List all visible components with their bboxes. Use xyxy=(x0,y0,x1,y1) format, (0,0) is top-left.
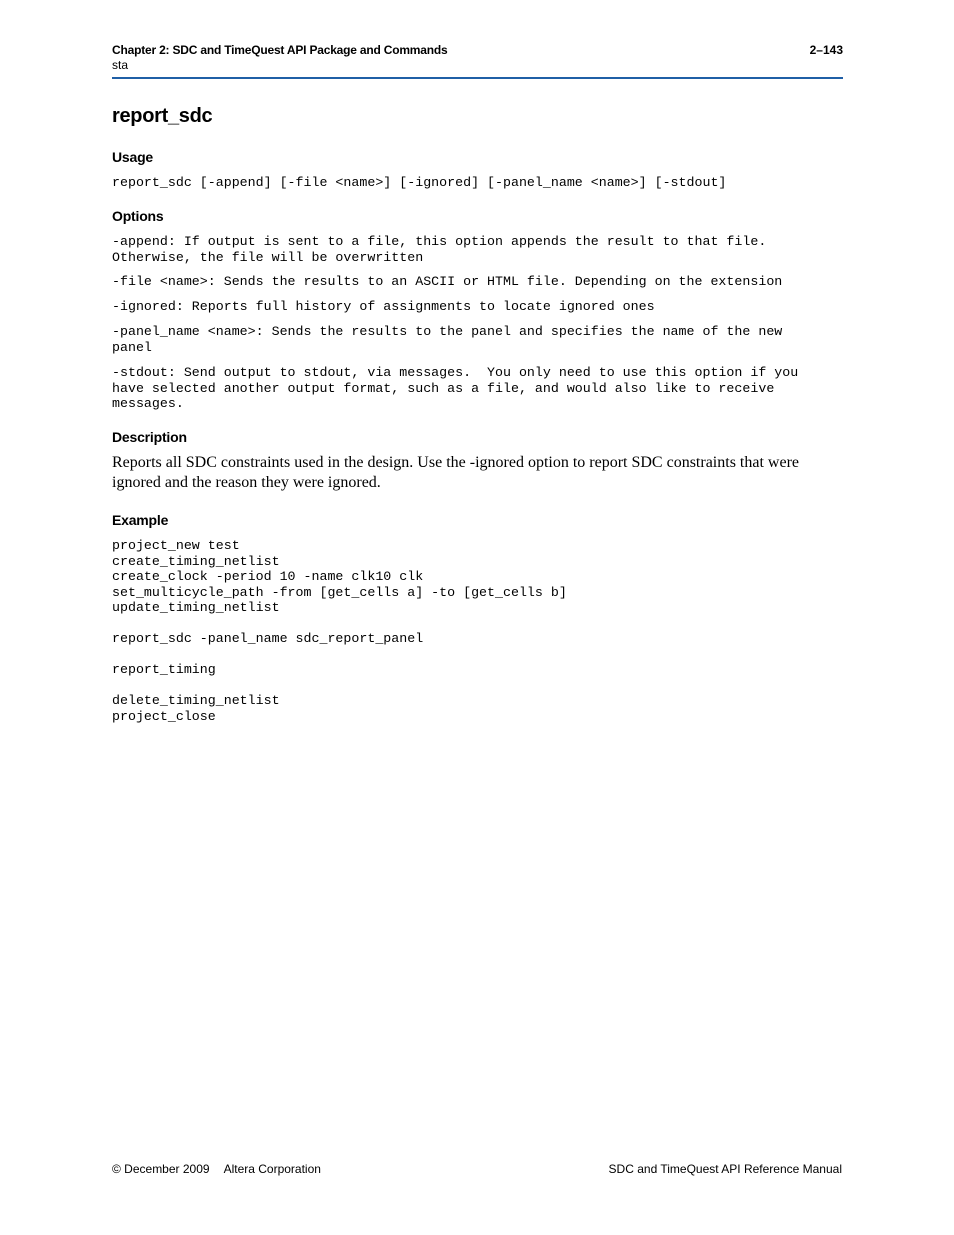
page-header xyxy=(112,43,843,79)
options-heading: Options xyxy=(112,208,164,224)
chapter-title: Chapter 2: SDC and TimeQuest API Package and Commands xyxy=(112,43,448,57)
footer-manual-title: SDC and TimeQuest API Reference Manual xyxy=(608,1162,842,1176)
option-append: -append: If output is sent to a file, this option appends the result to that file. Otherwise, the file will be overwritten xyxy=(112,234,767,265)
option-ignored: -ignored: Reports full history of assignments to locate ignored ones xyxy=(112,299,655,314)
section-name: sta xyxy=(112,58,129,72)
option-file: -file <name>: Sends the results to an ASCII or HTML file. Depending on the extension xyxy=(112,274,783,289)
option-panel-name: -panel_name <name>: Sends the results to the panel and specifies the name of the new panel xyxy=(112,324,783,355)
page-title: report_sdc xyxy=(112,105,213,127)
footer-date: © December 2009 xyxy=(112,1162,210,1176)
footer-left xyxy=(112,1162,321,1176)
usage-syntax: report_sdc [-append] [-file <name>] [-ignored] [-panel_name <name>] [-stdout] xyxy=(112,175,727,190)
page-number: 2–143 xyxy=(809,43,843,57)
description-text: Reports all SDC constraints used in the design. Use the -ignored option to report SDC constraints that were ignored and the reason they were ignored. xyxy=(112,454,799,491)
example-heading: Example xyxy=(112,512,169,528)
footer-company: Altera Corporation xyxy=(223,1162,321,1176)
option-stdout: -stdout: Send output to stdout, via messages. You only need to use this option if you have selected another output format, such as a file, and would also like to receive messages. xyxy=(112,365,799,411)
example-code: project_new test create_timing_netlist create_clock -period 10 -name clk10 clk set_multicycle_path -from [get_cells a] -to [get_cells b] update_timing_netlist report_sdc -panel_name sdc_report_panel report_timing delete_timing_netlist project_close xyxy=(112,538,567,724)
description-heading: Description xyxy=(112,429,187,445)
usage-heading: Usage xyxy=(112,149,154,165)
